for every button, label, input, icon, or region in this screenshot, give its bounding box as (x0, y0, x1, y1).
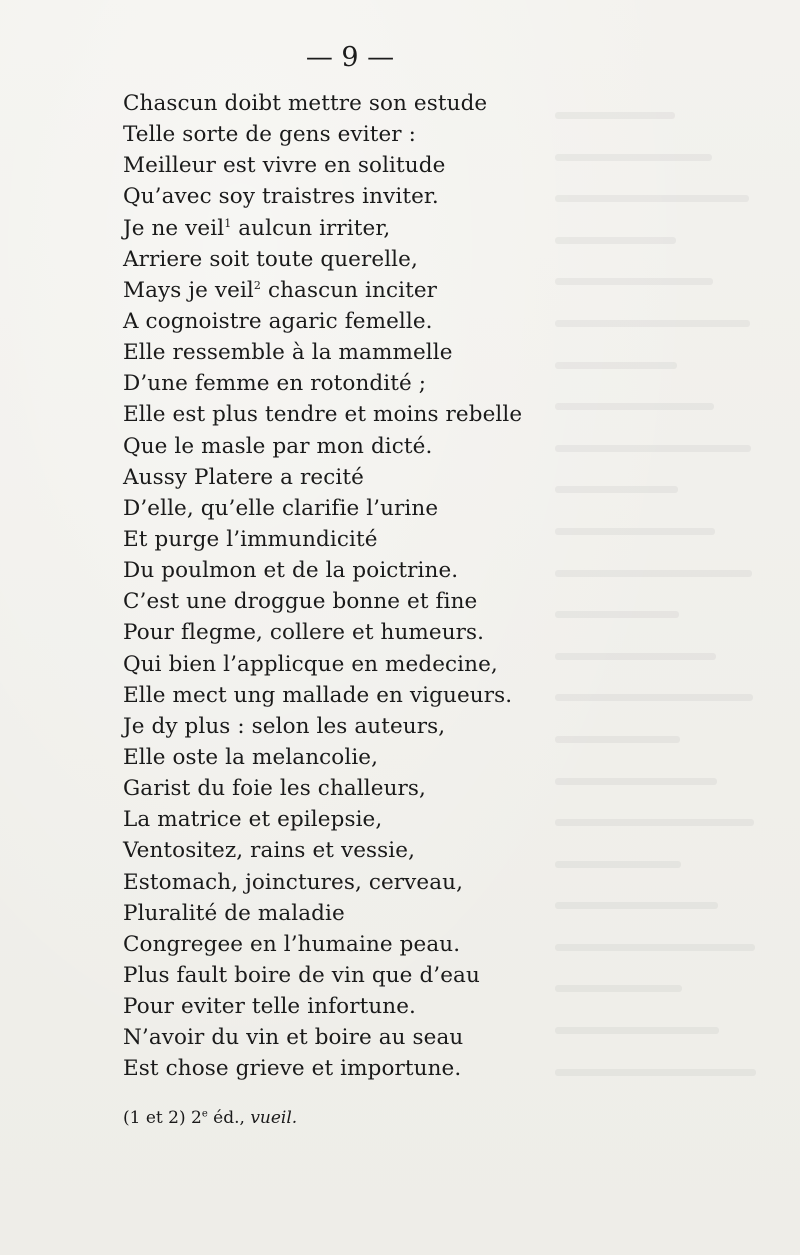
verse-line (123, 337, 563, 368)
verse-line-text: Pour flegme, collere et humeurs. (123, 620, 485, 646)
verse-line-text: D’elle, qu’elle clarifie l’urine (123, 495, 439, 521)
verse-line-text: N’avoir du vin et boire au seau (123, 1025, 464, 1051)
bleed-through-line (555, 902, 800, 932)
verse-line (123, 929, 563, 960)
verse-line-text: Du poulmon et de la poictrine. (123, 558, 459, 584)
page-number: — 9 — (305, 42, 395, 73)
bleed-through-line (555, 736, 800, 766)
bleed-through-line (555, 985, 800, 1015)
verse-line-text: Aussy Platere a recité (123, 464, 364, 490)
verse-line-text: Arriere soit toute querelle, (123, 246, 418, 272)
verse-line-text: Garist du foie les challeurs, (123, 776, 426, 802)
bleed-through-line (555, 819, 800, 849)
verse-line-text: Pour eviter telle infortune. (123, 994, 416, 1020)
footnote-reference: 1 (224, 216, 232, 230)
verse-line (123, 835, 563, 866)
verse-line-text: Que le masle par mon dicté. (123, 433, 433, 459)
verse-line-text: D’une femme en rotondité ; (123, 371, 427, 397)
verse-line (123, 275, 563, 306)
verse-line-text: A cognoistre agaric femelle. (123, 308, 433, 334)
bleed-through-line (555, 486, 800, 516)
verse-line (123, 399, 563, 430)
verse-line-text: Elle ressemble à la mammelle (123, 340, 453, 366)
bleed-through-line (555, 1069, 800, 1099)
bleed-through-line (555, 403, 800, 433)
bleed-through-line (555, 611, 800, 641)
bleed-through-line (555, 154, 800, 184)
bleed-through-line (555, 362, 800, 392)
bleed-through-line (555, 278, 800, 308)
bleed-through-line (555, 195, 800, 225)
verse-line (123, 524, 563, 555)
verse-line-text: Qui bien l’applicque en medecine, (123, 651, 498, 677)
verse-line (123, 898, 563, 929)
bleed-through-line (555, 320, 800, 350)
verse-line (123, 773, 563, 804)
bleed-through-line (555, 944, 800, 974)
bleed-through-line (555, 653, 800, 683)
verse-line (123, 244, 563, 275)
verse-line-text: Mays je veil (123, 277, 254, 303)
verse-line (123, 804, 563, 835)
verse-line (123, 88, 563, 119)
verse-line-text-continued: chascun inciter (261, 277, 438, 303)
footnote-text: éd., (207, 1108, 251, 1128)
verse-line-text: Telle sorte de gens eviter : (123, 122, 416, 148)
verse-line (123, 680, 563, 711)
verse-line (123, 119, 563, 150)
verse-line (123, 150, 563, 181)
bleed-through-texture (555, 100, 800, 1100)
verse-line (123, 960, 563, 991)
verse-line-text: Je ne veil (123, 215, 225, 241)
verse-line-text: Je dy plus : selon les auteurs, (123, 713, 446, 739)
bleed-through-line (555, 861, 800, 891)
verse-line (123, 213, 563, 244)
bleed-through-line (555, 112, 800, 142)
verse-line-text: Meilleur est vivre en solitude (123, 153, 446, 179)
verse-line (123, 493, 563, 524)
bleed-through-line (555, 528, 800, 558)
verse-line (123, 742, 563, 773)
bleed-through-line (555, 445, 800, 475)
verse-line-text: La matrice et epilepsie, (123, 807, 383, 833)
verse-line (123, 555, 563, 586)
verse-line-text: Qu’avec soy traistres inviter. (123, 184, 439, 210)
verse-line-text: Elle mect ung mallade en vigueurs. (123, 682, 513, 708)
verse-block (123, 88, 563, 1085)
verse-line-text: Ventositez, rains et vessie, (123, 838, 416, 864)
verse-line-text: Chascun doibt mettre son estude (123, 91, 488, 116)
verse-line-text: C’est une droggue bonne et fine (123, 589, 478, 615)
footnote (123, 1108, 297, 1128)
verse-line-text: Congregee en l’humaine peau. (123, 931, 461, 957)
verse-line (123, 867, 563, 898)
verse-line (123, 306, 563, 337)
footnote-reference: 2 (253, 278, 262, 292)
verse-line (123, 991, 563, 1022)
footnote-sup: e (201, 1108, 208, 1120)
verse-line (123, 1022, 563, 1053)
verse-line-text-continued: aulcun irriter, (231, 215, 391, 241)
bleed-through-line (555, 237, 800, 267)
verse-line-text: Elle est plus tendre et moins rebelle (123, 402, 523, 428)
bleed-through-line (555, 694, 800, 724)
verse-line-text: Et purge l’immundicité (123, 526, 378, 552)
footnote-marker: (1 et 2) 2 (123, 1108, 202, 1128)
verse-line (123, 617, 563, 648)
bleed-through-line (555, 778, 800, 808)
verse-line (123, 368, 563, 399)
verse-line-text: Plus fault boire de vin que d’eau (123, 962, 480, 988)
verse-line (123, 1053, 563, 1084)
verse-line (123, 431, 563, 462)
verse-line-text: Elle oste la melancolie, (123, 744, 379, 770)
verse-line (123, 711, 563, 742)
verse-line (123, 462, 563, 493)
verse-line (123, 586, 563, 617)
bleed-through-line (555, 570, 800, 600)
footnote-italic: vueil. (250, 1108, 298, 1128)
verse-line (123, 649, 563, 680)
bleed-through-line (555, 1027, 800, 1057)
verse-line-text: Est chose grieve et importune. (123, 1056, 462, 1082)
verse-line (123, 181, 563, 212)
verse-line-text: Estomach, joinctures, cerveau, (123, 869, 464, 895)
verse-line-text: Pluralité de maladie (123, 900, 345, 926)
